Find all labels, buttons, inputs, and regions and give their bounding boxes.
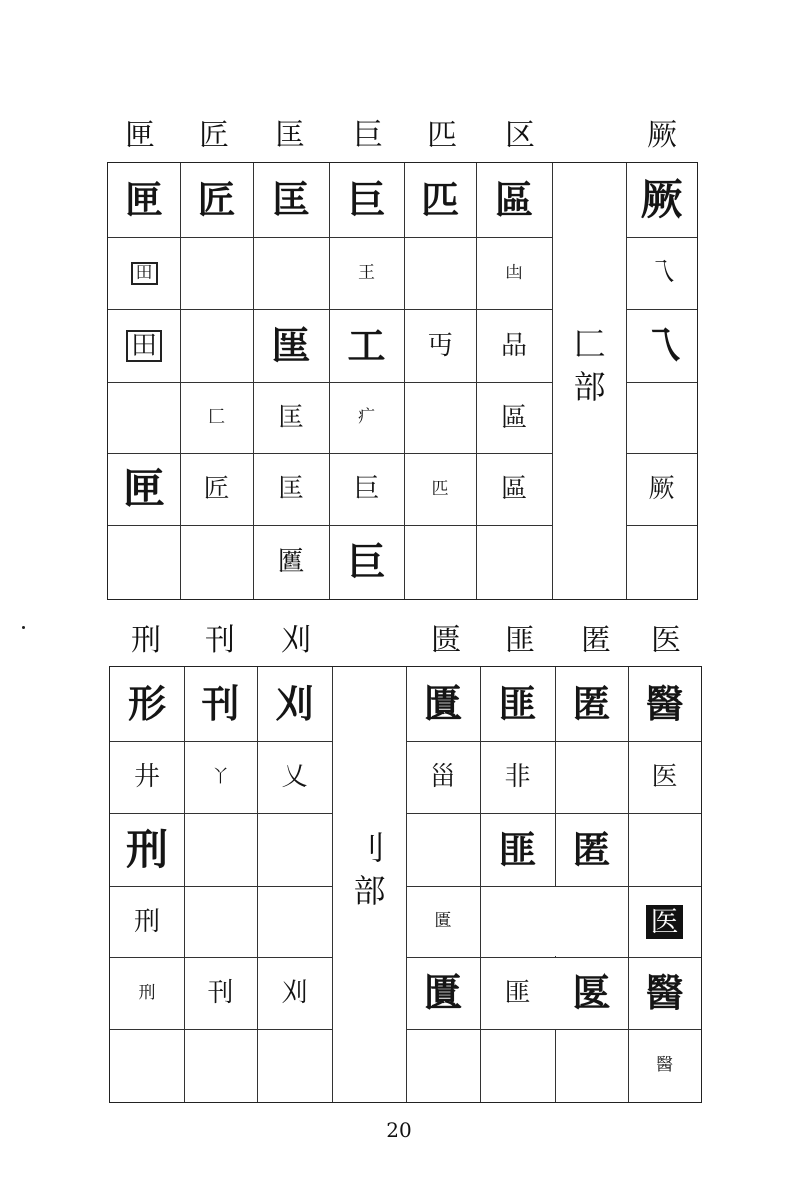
- seal-glyph: 疒: [358, 407, 375, 427]
- seal-glyph: 匱: [423, 971, 462, 1015]
- seal-glyph: 匣: [122, 464, 165, 513]
- column-header: 匿: [581, 623, 611, 658]
- radical-char: 匚: [573, 325, 606, 363]
- seal-glyph: 醫: [656, 1055, 673, 1075]
- seal-glyph: 工: [347, 323, 386, 368]
- seal-glyph: 匩: [271, 323, 310, 368]
- seal-glyph: 医: [651, 762, 678, 792]
- seal-glyph: 厥: [640, 175, 683, 224]
- seal-glyph: 井: [133, 762, 160, 792]
- seal-glyph: 刈: [275, 682, 314, 726]
- seal-glyph: 匿: [572, 682, 611, 726]
- column-header: 刈: [281, 623, 311, 658]
- seal-glyph: 匪: [498, 682, 537, 726]
- column-header: 匮: [431, 623, 461, 658]
- seal-glyph: 醫: [645, 682, 684, 726]
- seal-glyph: 匶: [277, 547, 304, 577]
- seal-glyph: 刑: [133, 906, 160, 937]
- column-header: 刊: [205, 623, 235, 658]
- seal-glyph: 田: [108, 309, 180, 382]
- seal-glyph: 乂: [281, 762, 308, 792]
- seal-glyph: 匽: [572, 971, 611, 1015]
- column-header: 巨: [353, 118, 383, 153]
- radical-char: 刂: [353, 829, 386, 867]
- seal-glyph: 匡: [277, 474, 304, 504]
- radical-suffix: 部: [353, 872, 386, 911]
- seal-glyph: 刊: [207, 978, 234, 1008]
- top-character-table: [107, 162, 698, 600]
- seal-glyph: 乁: [642, 323, 681, 368]
- seal-glyph: 丫: [212, 766, 229, 787]
- seal-glyph: 甾: [429, 762, 456, 792]
- bottom-character-table: [109, 666, 702, 1103]
- seal-glyph: 區: [494, 178, 533, 222]
- seal-glyph: 匡: [277, 402, 304, 433]
- column-header: 刑: [131, 623, 161, 658]
- seal-glyph: 刑: [138, 982, 156, 1003]
- seal-glyph: 凷: [505, 262, 523, 283]
- seal-glyph: 王: [358, 262, 375, 283]
- column-header: 匪: [505, 623, 535, 658]
- seal-glyph: 匱: [423, 682, 462, 726]
- seal-glyph: 丏: [426, 330, 453, 361]
- column-header: 厥: [647, 118, 677, 153]
- seal-glyph: 匪: [498, 827, 537, 872]
- seal-glyph: 非: [504, 762, 531, 792]
- seal-glyph: 匹: [420, 178, 459, 222]
- radical-suffix: 部: [573, 368, 606, 407]
- seal-glyph: 厥: [648, 474, 675, 504]
- seal-glyph: 田: [108, 237, 180, 309]
- seal-glyph: 匱: [434, 911, 452, 931]
- column-header: 匡: [275, 118, 305, 153]
- seal-glyph: 匿: [572, 827, 611, 872]
- radical-label: [553, 323, 626, 409]
- seal-glyph: 巨: [353, 474, 380, 504]
- seal-glyph: 匠: [197, 178, 236, 222]
- page-number: 20: [386, 1118, 412, 1142]
- column-header: 匠: [199, 118, 229, 153]
- seal-glyph: 區: [500, 402, 527, 433]
- column-header: 匣: [125, 118, 155, 153]
- seal-glyph: 乁: [648, 258, 675, 288]
- column-header: 医: [651, 623, 681, 658]
- radical-label: [333, 827, 406, 913]
- seal-glyph: 刊: [201, 682, 240, 726]
- seal-glyph: 匚: [208, 407, 225, 427]
- stray-mark: [22, 626, 25, 629]
- seal-glyph: 匹: [431, 478, 449, 499]
- seal-glyph: 巨: [347, 178, 386, 222]
- seal-glyph: 巨: [347, 540, 386, 584]
- seal-glyph: 刈: [281, 978, 308, 1008]
- grid-line: [626, 525, 697, 526]
- seal-glyph: 醫: [645, 971, 684, 1015]
- column-header: 区: [505, 118, 535, 153]
- seal-glyph: 医: [628, 886, 701, 957]
- seal-glyph: 區: [500, 474, 527, 504]
- table-gap: [481, 887, 627, 956]
- grid-line: [110, 1029, 333, 1030]
- seal-glyph: 匪: [504, 978, 531, 1008]
- grid-line: [626, 382, 697, 383]
- seal-glyph: 刑: [125, 824, 168, 874]
- seal-glyph: 匣: [124, 178, 163, 222]
- seal-glyph: 形: [127, 682, 166, 726]
- seal-glyph: 品: [500, 330, 527, 361]
- seal-glyph: 匡: [271, 178, 310, 222]
- column-header: 匹: [427, 118, 457, 153]
- seal-glyph: 匠: [203, 474, 230, 504]
